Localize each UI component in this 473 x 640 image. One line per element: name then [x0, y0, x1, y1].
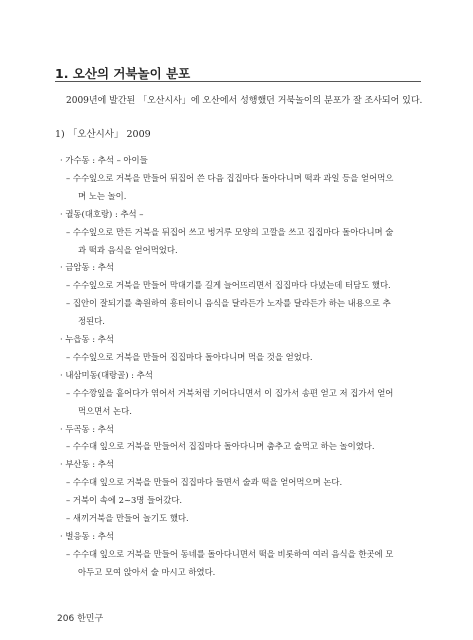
entry-heading: · 누읍동 : 추석: [60, 334, 114, 344]
entry-item: – 수수대 잎으로 거북을 만들어 집집마다 들면서 술과 떡을 얻어먹으며 논다.: [66, 477, 343, 488]
entry-item: – 거북이 속에 2~3명 들어갔다.: [66, 495, 183, 506]
entry-heading: · 두곡동 : 추석: [60, 423, 114, 434]
entry-item: – 수수잎으로 거북을 만들어 뒤집어 쓴 다음 집집마다 돌아다니며 떡과 과일 등을 얻어먹으: [66, 172, 394, 183]
entry-item: – 수수대 잎으로 거북을 만들어 동네를 돌아다니면서 떡을 비롯하여 여러 음식을 한곳에 모: [66, 548, 394, 559]
entry-heading: · 금암동 : 추석: [60, 262, 114, 273]
entry-item: – 수수대 잎으로 거북을 만들어서 집집마다 돌아다니며 춤추고 술먹고 하는 놀이였다.: [66, 441, 375, 452]
entry-continuation: 며 노는 놀이.: [78, 190, 127, 201]
sub-heading: 1) 「오산시사」 2009: [55, 129, 151, 140]
entry-heading: · 부산동 : 추석: [60, 459, 114, 470]
entry-item: – 수수잎으로 거북을 만들어 막대기를 길게 늘어뜨리면서 집집마다 다녔는데 터담도 했다.: [66, 280, 391, 291]
entry-continuation: 과 떡과 음식을 얻어먹었다.: [78, 244, 178, 255]
entry-item: – 집안이 잘되기를 축원하여 흥터이니 음식을 달라든가 노자를 달라든가 하는 내용으로 추: [66, 298, 391, 309]
entry-item: – 새끼거북을 만들어 놀기도 했다.: [66, 513, 189, 523]
entry-continuation: 아두고 모여 앉아서 술 마시고 하였다.: [78, 566, 216, 577]
entry-heading: · 내삼미동(대랑골) : 추석: [60, 369, 153, 380]
section-title: 1. 오산의 거북놀이 분포: [55, 66, 191, 81]
entry-item: – 수수잎으로 만든 거북을 뒤집어 쓰고 벙거루 모양의 고깔을 쓰고 집집마다 돌아다니며 술: [66, 226, 394, 237]
entry-continuation: 정된다.: [78, 316, 105, 327]
entry-item: – 수수깡잎을 흩어다가 엮어서 거북처럼 기어다니면서 이 집가서 송편 얻고 저 집가서 얻어: [66, 387, 394, 398]
entry-continuation: 먹으면서 논다.: [78, 405, 132, 416]
intro-paragraph: 2009년에 발간된 「오산시사」에 오산에서 성행했던 거북놀이의 분포가 잘 조사되어 있다.: [66, 96, 423, 106]
title-rule: [55, 81, 421, 82]
page-footer: [57, 611, 103, 624]
page-number: 206: [57, 614, 75, 624]
entry-item: – 수수잎으로 거북을 만들어 집집마다 돌아다니며 먹을 것을 얻었다.: [66, 351, 313, 362]
footer-book-title: 한민구: [77, 614, 104, 624]
entry-heading: · 궐동(대호랑) : 추석 –: [60, 208, 144, 219]
entry-heading: · 가수동 : 추석 – 아이들: [60, 155, 148, 165]
entry-heading: · 벌응동 : 추석: [60, 530, 114, 541]
